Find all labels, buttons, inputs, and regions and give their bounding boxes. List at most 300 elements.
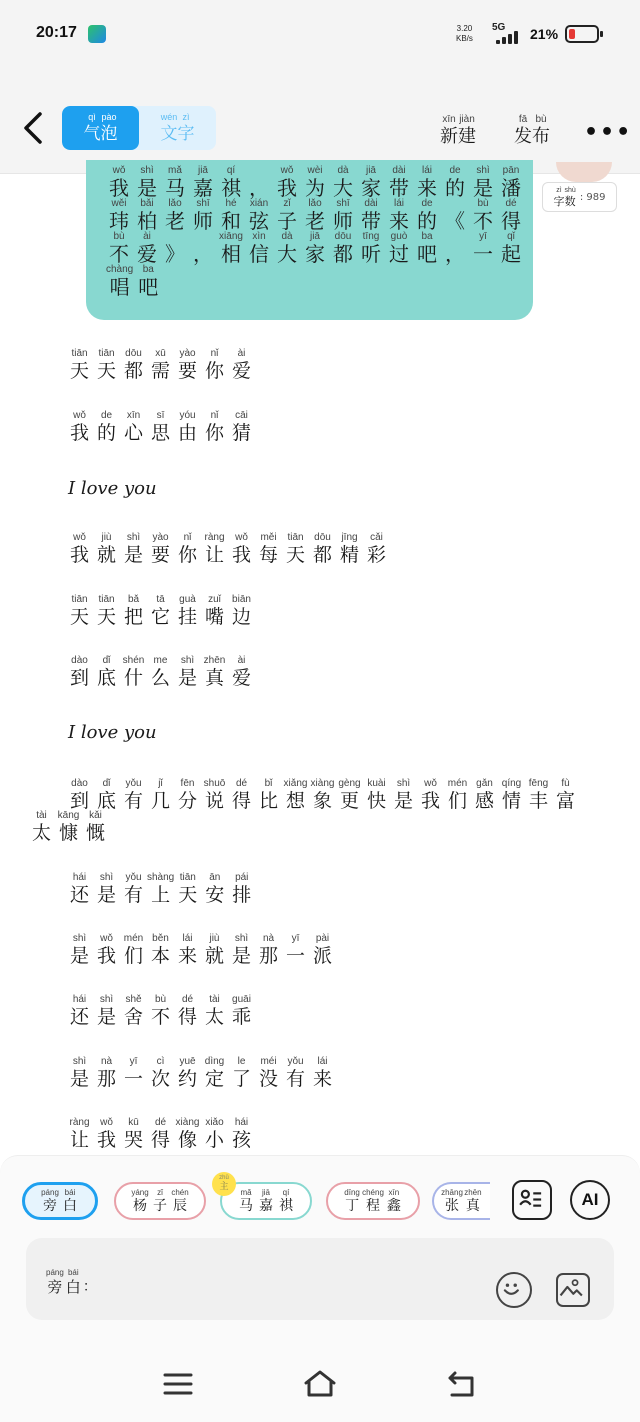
hanzi: 字 <box>553 194 565 208</box>
hanzi: 家 <box>361 176 381 200</box>
pinyin: jiù <box>209 933 220 944</box>
ruby-char <box>190 165 216 199</box>
hanzi: 约 <box>177 1068 197 1090</box>
lyric-line[interactable] <box>66 655 255 689</box>
pinyin: dà <box>281 231 293 242</box>
role-chip[interactable] <box>114 1182 206 1220</box>
hanzi: 你 <box>177 544 197 566</box>
hanzi: 想 <box>285 790 305 812</box>
hanzi: 得 <box>177 1006 197 1028</box>
hanzi: 边 <box>231 606 251 628</box>
hanzi: 气 <box>83 124 101 144</box>
hanzi: 数 <box>564 194 576 208</box>
ruby-char <box>414 231 440 265</box>
ruby-char <box>525 778 552 812</box>
hanzi: 要 <box>150 544 170 566</box>
ruby-char <box>498 165 524 199</box>
pinyin: zhēn <box>464 1187 482 1197</box>
pinyin: dé <box>235 778 248 789</box>
ruby-char <box>93 594 120 628</box>
pinyin: lǎo <box>308 198 322 209</box>
pinyin: ràng <box>204 532 225 543</box>
hanzi: 思 <box>150 422 170 444</box>
new-button[interactable] <box>440 114 476 148</box>
lyric-line[interactable] <box>66 1056 336 1090</box>
ruby-char <box>274 165 300 199</box>
hanzi: 信 <box>249 242 269 266</box>
tab-text[interactable] <box>139 106 216 150</box>
pinyin: zuǐ <box>208 594 221 605</box>
hanzi: 们 <box>123 945 143 967</box>
pinyin: cǎi <box>370 532 383 543</box>
ruby-char <box>255 532 282 566</box>
hanzi: 定 <box>204 1068 224 1090</box>
ruby-char <box>161 111 178 145</box>
pinyin: shì <box>396 778 411 789</box>
hanzi: 旁 <box>47 1278 63 1296</box>
bubble-line <box>106 265 533 298</box>
ruby-char <box>134 165 160 199</box>
lyric-line[interactable] <box>66 532 390 566</box>
hanzi: 文 <box>160 124 178 144</box>
ruby-char <box>440 114 458 148</box>
hanzi: 比 <box>258 790 278 812</box>
pinyin: bù <box>535 114 547 125</box>
role-chip[interactable] <box>22 1182 98 1220</box>
lyric-line[interactable] <box>66 594 255 628</box>
ruby-char <box>120 1056 147 1090</box>
pinyin: ba <box>142 264 154 275</box>
ruby-char <box>282 933 309 967</box>
pinyin: zhāng <box>441 1187 463 1197</box>
lyric-line[interactable]: I love you <box>68 478 157 499</box>
ruby-char <box>309 532 336 566</box>
hanzi: 有 <box>285 1068 305 1090</box>
ruby-char <box>93 348 120 382</box>
pinyin: qì <box>88 112 96 122</box>
ruby-char <box>442 198 468 232</box>
menu-icon[interactable] <box>162 1369 194 1403</box>
avatar[interactable] <box>556 162 612 182</box>
pinyin: guāi <box>232 994 251 1005</box>
hanzi: 老 <box>305 209 325 233</box>
pinyin: wǒ <box>100 933 113 944</box>
pinyin: jiā <box>309 231 320 242</box>
ruby-char <box>218 231 244 265</box>
message-input[interactable] <box>26 1238 614 1320</box>
hanzi: 不 <box>150 1006 170 1028</box>
ruby-char <box>120 532 147 566</box>
hanzi: 什 <box>123 667 143 689</box>
hanzi: 鑫 <box>386 1197 401 1214</box>
pinyin: bù <box>113 231 125 242</box>
hanzi: 来 <box>312 1068 332 1090</box>
ruby-char <box>246 231 272 265</box>
pinyin: biān <box>232 594 251 605</box>
ruby-char <box>174 1117 201 1151</box>
hanzi: 感 <box>474 790 494 812</box>
pinyin: zhēn <box>203 655 226 666</box>
hanzi: 嘉 <box>193 176 213 200</box>
lyric-line[interactable] <box>66 994 255 1028</box>
hanzi: 来 <box>177 945 197 967</box>
pinyin: cì <box>156 1056 165 1067</box>
hanzi: 天 <box>69 360 89 382</box>
ruby-char <box>236 1188 256 1215</box>
system-nav-bar <box>0 1355 640 1422</box>
publish-button[interactable] <box>514 114 550 148</box>
hanzi: 我 <box>69 422 89 444</box>
signal-icon <box>496 30 526 44</box>
pinyin: nǐ <box>210 410 219 421</box>
ruby-char <box>282 532 309 566</box>
pinyin: qí <box>282 1187 290 1197</box>
ruby-char <box>120 655 147 689</box>
pinyin: bái <box>67 1268 79 1277</box>
ruby-char <box>246 165 272 199</box>
hanzi: 要 <box>177 360 197 382</box>
pinyin: méi <box>260 1056 277 1067</box>
ai-icon[interactable]: AI <box>570 1180 610 1220</box>
word-count-value: : 989 <box>579 191 606 203</box>
hanzi: 彩 <box>366 544 386 566</box>
hanzi: 过 <box>389 242 409 266</box>
ruby-char <box>552 778 579 812</box>
pinyin: páng <box>41 1187 59 1197</box>
ruby-char <box>190 231 216 265</box>
ruby-char <box>130 1188 150 1215</box>
hanzi: 是 <box>123 544 143 566</box>
lyric-line[interactable] <box>66 933 336 967</box>
pinyin: nǐ <box>210 348 219 359</box>
ruby-char <box>93 1056 120 1090</box>
hanzi: 程 <box>365 1197 380 1214</box>
pinyin: yáng <box>131 1187 149 1197</box>
hanzi: 精 <box>339 544 359 566</box>
pinyin: wén <box>160 112 178 122</box>
ruby-char <box>201 655 228 689</box>
hanzi: 得 <box>231 790 251 812</box>
pinyin: wǒ <box>424 778 437 789</box>
ruby-char <box>174 872 201 906</box>
hanzi: 一 <box>123 1068 143 1090</box>
hanzi: 吧 <box>417 242 437 266</box>
hanzi: 是 <box>69 945 89 967</box>
lyric-line[interactable] <box>66 778 579 812</box>
ruby-char <box>134 231 160 265</box>
pinyin: pān <box>502 165 520 176</box>
return-icon[interactable] <box>446 1369 478 1403</box>
hanzi: 慨 <box>85 822 105 844</box>
hanzi: 张 <box>444 1197 459 1214</box>
ruby-char <box>147 872 174 906</box>
pinyin: shì <box>126 532 141 543</box>
pinyin: fēng <box>528 778 549 789</box>
hanzi: 不 <box>109 242 129 266</box>
ruby-char <box>201 1056 228 1090</box>
hanzi: 排 <box>232 884 252 906</box>
ruby-char <box>101 111 118 145</box>
hanzi: 的 <box>417 209 437 233</box>
pinyin: shì <box>99 994 114 1005</box>
clock: 20:17 <box>36 24 77 41</box>
pinyin: shì <box>234 933 249 944</box>
lyric-line[interactable] <box>66 348 255 382</box>
hanzi: 了 <box>231 1068 251 1090</box>
pinyin: mǎ <box>168 165 182 176</box>
character-card-icon[interactable] <box>512 1180 552 1220</box>
hanzi: 是 <box>96 1006 116 1028</box>
hanzi: 一 <box>285 945 305 967</box>
hanzi: 祺 <box>279 1197 293 1214</box>
pinyin: bái <box>64 1187 76 1197</box>
hanzi: 吧 <box>138 275 159 299</box>
chat-bubble[interactable] <box>86 160 533 320</box>
ruby-char <box>120 994 147 1028</box>
hanzi: 得 <box>501 209 521 233</box>
pinyin: wěi <box>111 198 127 209</box>
ruby-char <box>66 778 93 812</box>
hanzi: ， <box>445 242 465 266</box>
hanzi: 你 <box>204 360 224 382</box>
lyric-line[interactable] <box>66 410 255 444</box>
ruby-char <box>66 410 93 444</box>
pinyin: tiān <box>287 532 304 543</box>
ruby-char <box>120 348 147 382</box>
pinyin: de <box>449 165 461 176</box>
hanzi: 辰 <box>173 1197 187 1214</box>
pinyin: shuō <box>203 778 226 789</box>
hanzi: 和 <box>221 209 241 233</box>
pinyin: kuài <box>367 778 386 789</box>
pinyin: dào <box>71 778 88 789</box>
ruby-char <box>84 111 101 145</box>
pinyin: zì <box>182 112 190 122</box>
ruby-char <box>514 114 532 148</box>
pinyin: bǐ <box>264 778 273 789</box>
ruby-char <box>470 231 496 265</box>
ruby-char <box>150 1188 170 1215</box>
hanzi: 子 <box>153 1197 167 1214</box>
pinyin: ài <box>237 348 246 359</box>
hanzi: 还 <box>69 1006 89 1028</box>
home-icon[interactable] <box>302 1369 338 1403</box>
lyric-line[interactable] <box>66 872 255 906</box>
ruby-char <box>384 1188 404 1215</box>
hanzi: 真 <box>204 667 224 689</box>
hanzi: 丁 <box>345 1197 360 1214</box>
hanzi: 潘 <box>501 176 521 200</box>
hanzi: 挂 <box>177 606 197 628</box>
lyric-line[interactable] <box>28 810 109 844</box>
ruby-char <box>201 410 228 444</box>
ruby-char <box>201 594 228 628</box>
hanzi: 说 <box>204 790 224 812</box>
pinyin: ba <box>421 231 433 242</box>
hanzi: 我 <box>96 1129 116 1151</box>
hanzi: 听 <box>361 242 381 266</box>
hanzi: ， <box>193 242 213 266</box>
hanzi: 白 <box>65 1278 81 1296</box>
pinyin: ài <box>143 231 151 242</box>
hanzi: 上 <box>151 884 171 906</box>
pinyin: xīn <box>442 114 456 125</box>
ruby-char <box>330 165 356 199</box>
ruby-char <box>228 348 255 382</box>
ruby-char <box>82 810 109 844</box>
ruby-char <box>228 594 255 628</box>
pinyin: le <box>237 1056 246 1067</box>
hanzi: 嘴 <box>204 606 224 628</box>
lyric-line[interactable] <box>66 1117 255 1151</box>
hanzi: 哭 <box>123 1129 143 1151</box>
ruby-char <box>201 994 228 1028</box>
network-speed <box>456 24 473 44</box>
ruby-char <box>414 198 440 232</box>
hanzi: 太 <box>31 822 51 844</box>
pinyin: dīng <box>344 1187 360 1197</box>
pinyin: xiǎng <box>283 778 308 789</box>
hanzi: 像 <box>177 1129 197 1151</box>
pinyin: shì <box>476 165 490 176</box>
pinyin: nà <box>100 1056 113 1067</box>
pinyin: tiān <box>98 594 115 605</box>
pinyin: kāng <box>57 810 80 821</box>
hanzi: 唱 <box>109 275 130 299</box>
pinyin: wǒ <box>280 165 294 176</box>
network-type: 5G <box>492 22 506 33</box>
ruby-char <box>386 198 412 232</box>
pinyin: lái <box>421 165 432 176</box>
hanzi: 泡 <box>100 124 118 144</box>
ruby-char <box>201 532 228 566</box>
ruby-char <box>363 532 390 566</box>
pinyin: páng <box>46 1268 64 1277</box>
back-icon[interactable] <box>18 110 48 146</box>
image-icon[interactable] <box>556 1273 590 1307</box>
ruby-char <box>218 198 244 232</box>
pinyin: mǎ <box>240 1187 252 1197</box>
ruby-char <box>147 994 174 1028</box>
hanzi: 都 <box>123 360 143 382</box>
pinyin: bǎi <box>140 198 154 209</box>
pinyin: yào <box>179 348 196 359</box>
ruby-char <box>66 655 93 689</box>
hanzi: 有 <box>123 884 143 906</box>
ruby-char <box>147 348 174 382</box>
ruby-char <box>282 1056 309 1090</box>
ruby-char <box>228 655 255 689</box>
pinyin: dài <box>364 198 378 209</box>
pinyin: xiàng <box>310 778 335 789</box>
hanzi: 小 <box>204 1129 224 1151</box>
role-chip[interactable] <box>432 1182 490 1220</box>
pinyin: wǒ <box>235 532 248 543</box>
hanzi: 有 <box>123 790 143 812</box>
pinyin: shì <box>180 655 195 666</box>
lyric-line[interactable]: I love you <box>68 722 157 743</box>
pinyin: qíng <box>501 778 522 789</box>
pinyin: hái <box>72 872 87 883</box>
ruby-char <box>441 1188 463 1215</box>
more-icon[interactable]: ••• <box>584 120 633 145</box>
ruby-char <box>66 872 93 906</box>
pinyin: měi <box>260 532 277 543</box>
hanzi: 大 <box>333 176 353 200</box>
pinyin: lái <box>317 1056 328 1067</box>
pinyin: shù <box>564 186 576 194</box>
ruby-char <box>174 594 201 628</box>
ruby-char <box>190 198 216 232</box>
ruby-char <box>228 532 255 566</box>
hanzi: 子 <box>277 209 297 233</box>
hanzi: 是 <box>137 176 157 200</box>
pinyin: xīn <box>126 410 141 421</box>
pinyin: bù <box>477 198 489 209</box>
battery-percent: 21% <box>530 26 559 42</box>
hanzi: 快 <box>366 790 386 812</box>
ruby-char <box>228 872 255 906</box>
ruby-char <box>147 778 174 812</box>
hanzi: 带 <box>389 176 409 200</box>
hanzi: 心 <box>123 422 143 444</box>
ruby-char <box>66 1117 93 1151</box>
ruby-char <box>463 1188 483 1215</box>
ruby-char <box>358 165 384 199</box>
tab-bubble[interactable] <box>62 106 139 150</box>
ruby-char <box>386 231 412 265</box>
hanzi: 分 <box>177 790 197 812</box>
pinyin: guò <box>390 231 408 242</box>
ruby-char <box>228 1117 255 1151</box>
pinyin: yī <box>129 1056 138 1067</box>
hanzi: 就 <box>96 544 116 566</box>
emoji-icon[interactable] <box>496 1272 532 1308</box>
pinyin: yào <box>152 532 169 543</box>
pinyin: dōu <box>334 231 352 242</box>
ruby-char <box>218 165 244 199</box>
bubble-line <box>106 199 533 232</box>
hanzi: 来 <box>389 209 409 233</box>
ruby-char <box>174 778 201 812</box>
bubble-line <box>106 166 533 199</box>
ruby-char <box>246 198 272 232</box>
ruby-char <box>93 1117 120 1151</box>
hanzi: 建 <box>458 126 476 147</box>
hanzi: 那 <box>96 1068 116 1090</box>
hanzi: 由 <box>177 422 197 444</box>
pinyin: nà <box>262 933 275 944</box>
pinyin: cāi <box>235 410 248 421</box>
hanzi: 玮 <box>109 209 129 233</box>
hanzi: 》 <box>165 242 185 266</box>
pinyin: bù <box>154 994 167 1005</box>
ruby-char <box>93 872 120 906</box>
ruby-char <box>309 1056 336 1090</box>
ruby-char <box>93 655 120 689</box>
hanzi: 让 <box>204 544 224 566</box>
hanzi: 爱 <box>137 242 157 266</box>
hanzi: 是 <box>96 884 116 906</box>
role-chip[interactable] <box>326 1182 420 1220</box>
pinyin: xiàng <box>175 1117 200 1128</box>
ruby-char <box>336 532 363 566</box>
ruby-char <box>228 994 255 1028</box>
ruby-char <box>174 655 201 689</box>
ruby-char <box>414 165 440 199</box>
pinyin: pài <box>315 933 330 944</box>
pinyin: pào <box>101 112 117 122</box>
